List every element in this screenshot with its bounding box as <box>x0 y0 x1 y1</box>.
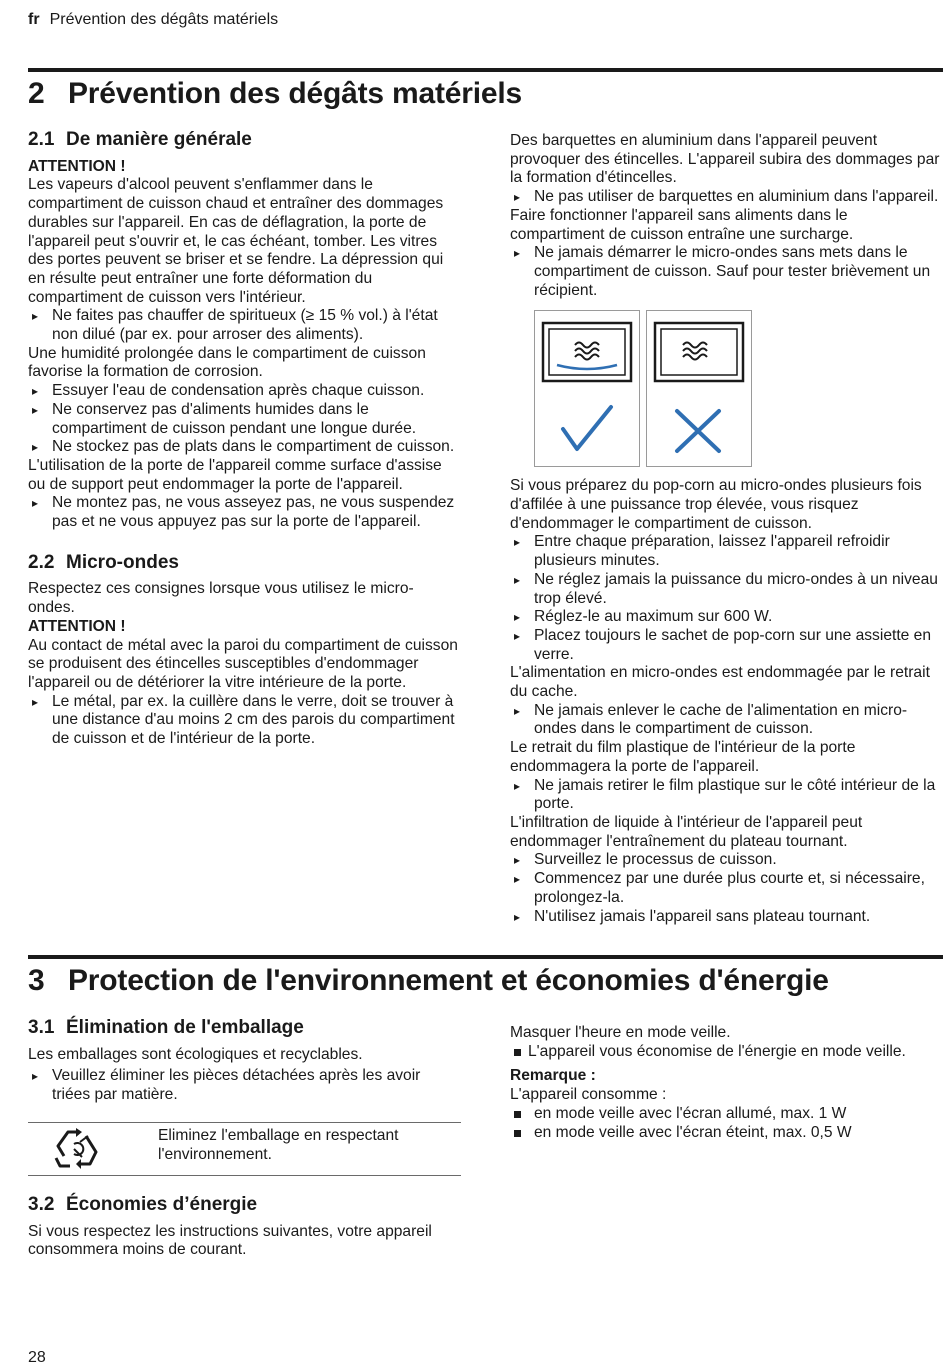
correct-use-panel <box>534 310 640 467</box>
subsection-2-1-heading: 2.1 De manière générale <box>28 129 252 150</box>
paragraph: Au contact de métal avec la paroi du compartiment de cuisson se produisent des étincelles susceptibles d'endommager l'appareil ou de détériorer la vitre intérieure de la porte. <box>28 636 458 691</box>
recycle-icon <box>50 1126 106 1174</box>
attention-label: ATTENTION ! <box>28 617 126 635</box>
microwave-illustration <box>534 310 942 467</box>
list-item: ▸ Essuyer l'eau de condensation après chaque cuisson. <box>28 382 460 401</box>
list-item: ▸ Ne montez pas, ne vous asseyez pas, ne vous suspendez pas et ne vous appuyez pas sur la porte de l'appareil. <box>28 494 460 531</box>
list-item: ▸ Veuillez éliminer les pièces détachées après les avoir triées par matière. <box>28 1067 460 1104</box>
cross-icon <box>677 411 719 451</box>
subsection-2-2-heading: 2.2 Micro-ondes <box>28 551 179 573</box>
attention-label: ATTENTION ! <box>28 157 126 175</box>
paragraph: Les emballages sont écologiques et recyclables. <box>28 1045 363 1063</box>
list-item: ▸ Entre chaque préparation, laissez l'appareil refroidir plusieurs minutes. <box>510 533 942 570</box>
paragraph: L'utilisation de la porte de l'appareil comme surface d'assise ou de support peut endommager la porte de l'appareil. <box>28 456 442 493</box>
running-header <box>28 11 278 29</box>
list-item: ▸ Ne conservez pas d'aliments humides dans le compartiment de cuisson pendant une longue durée. <box>28 401 460 438</box>
list-item: ▸ Ne stockez pas de plats dans le compartiment de cuisson. <box>28 438 460 457</box>
check-icon <box>563 407 611 449</box>
language-code: fr <box>28 11 40 28</box>
paragraph: L'infiltration de liquide à l'intérieur de l'appareil peut endommager l'entraînement du plateau tournant. <box>510 813 863 850</box>
section-rule <box>28 68 943 72</box>
remark-label: Remarque : <box>510 1067 596 1085</box>
paragraph: Une humidité prolongée dans le compartiment de cuisson favorise la formation de corrosion. <box>28 344 426 381</box>
section-rule <box>28 955 943 959</box>
right-column <box>510 132 942 926</box>
paragraph: Faire fonctionner l'appareil sans aliments dans le compartiment de cuisson entraîne une surcharge. <box>510 206 854 243</box>
paragraph: L'appareil consomme : <box>510 1086 667 1104</box>
list-item: ▸ Réglez-le au maximum sur 600 W. <box>510 608 942 627</box>
subsection-3-1-heading: 3.1 Élimination de l'emballage <box>28 1017 304 1038</box>
list-item: ▸ N'utilisez jamais l'appareil sans plateau tournant. <box>510 908 942 927</box>
environment-note <box>28 1122 461 1176</box>
section-2-heading: 2 Prévention des dégâts matériels <box>28 77 522 110</box>
paragraph: Des barquettes en aluminium dans l'appareil peuvent provoquer des étincelles. L'appareil subira des dommages par la formation d'étincelles. <box>510 132 940 187</box>
paragraph: Si vous préparez du pop-corn au micro-ondes plusieurs fois d'affilée à une puissance trop élevée, vous risquez d'endommager le compartiment de cuisson. <box>510 477 922 532</box>
paragraph: Masquer l'heure en mode veille. <box>510 1024 731 1041</box>
note-text: Eliminez l'emballage en respectant l'environnement. <box>158 1127 399 1163</box>
paragraph: Respectez ces consignes lorsque vous utilisez le micro-ondes. <box>28 580 414 617</box>
list-item: en mode veille avec l'écran allumé, max. 1 W <box>510 1105 942 1124</box>
left-column <box>28 131 460 749</box>
microwave-icon <box>543 323 631 381</box>
list-item: ▸ Ne réglez jamais la puissance du micro-ondes à un niveau trop élevé. <box>510 571 942 608</box>
paragraph: Si vous respectez les instructions suivantes, votre appareil consommera moins de courant. <box>28 1222 432 1259</box>
list-item: ▸ Ne pas utiliser de barquettes en aluminium dans l'appareil. <box>510 188 942 207</box>
list-item: ▸ Commencez par une durée plus courte et, si nécessaire, prolongez-la. <box>510 870 942 907</box>
section-3-left-column <box>28 1019 460 1105</box>
page-number: 28 <box>28 1349 46 1366</box>
paragraph: L'alimentation en micro-ondes est endommagée par le retrait du cache. <box>510 664 930 701</box>
list-item: ▸ Placez toujours le sachet de pop-corn sur une assiette en verre. <box>510 627 942 664</box>
incorrect-use-panel <box>646 310 752 467</box>
list-item: ▸ Ne jamais enlever le cache de l'alimentation en micro-ondes dans le compartiment de cuisson. <box>510 702 942 739</box>
list-item: ▸ Ne faites pas chauffer de spiritueux (≥ 15 % vol.) à l'état non dilué (par ex. pour arroser des aliments). <box>28 307 460 344</box>
list-item: en mode veille avec l'écran éteint, max. 0,5 W <box>510 1124 942 1143</box>
list-item: L'appareil vous économise de l'énergie en mode veille. <box>510 1043 942 1062</box>
paragraph: Le retrait du film plastique de l'intérieur de la porte endommagera la porte de l'appareil. <box>510 739 856 775</box>
list-item: ▸ Ne jamais démarrer le micro-ondes sans mets dans le compartiment de cuisson. Sauf pour tester brièvement un récipient. <box>510 244 942 300</box>
list-item: ▸ Le métal, par ex. la cuillère dans le verre, doit se trouver à une distance d'au moins 2 cm des parois du compartiment de cuisson et de l'intérieur de la porte. <box>28 693 460 749</box>
section-3-right-column <box>510 1024 942 1142</box>
paragraph: Les vapeurs d'alcool peuvent s'enflammer dans le compartiment de cuisson chaud et entraîner des dommages durables sur l'appareil. En cas de déflagration, la porte de l'appareil peut s'ouvrir et, le cas échéant, tomber. Les vitres des portes peuvent se briser et se fendre. La dépression qui en résulte peut entraîner une forte déformation du compartiment de cuisson vers l'intérieur. <box>28 176 444 306</box>
subsection-3-2-heading: 3.2 Économies d’énergie <box>28 1194 258 1215</box>
section-3-2-block <box>28 1196 460 1260</box>
header-title: Prévention des dégâts matériels <box>49 11 279 28</box>
list-item: ▸ Surveillez le processus de cuisson. <box>510 851 942 870</box>
microwave-icon <box>655 323 743 381</box>
section-3-heading: 3 Protection de l'environnement et économies d'énergie <box>28 964 829 997</box>
list-item: ▸ Ne jamais retirer le film plastique sur le côté intérieur de la porte. <box>510 777 942 814</box>
